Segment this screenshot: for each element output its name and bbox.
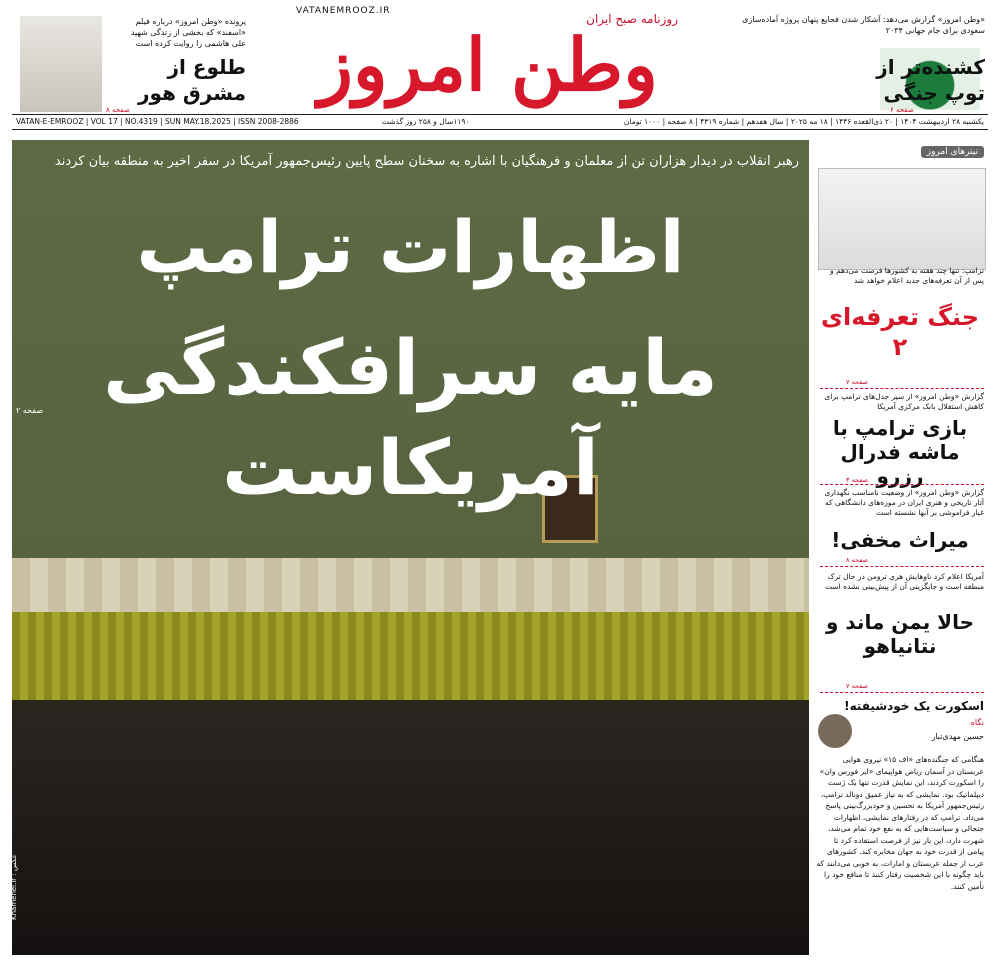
right-promo-text: «وطن امروز» گزارش می‌دهد: آشکار شدن فجایع پنهان پروژه آماده‌سازی سعودی برای جام جهانی ۲۰۳۴ (742, 15, 985, 35)
story1-page: صفحه ۷ (846, 378, 869, 386)
right-promo-headline[interactable]: کشنده‌تر از توپ جنگی (876, 55, 985, 105)
dateline-persian: یکشنبه ۲۸ اردیبهشت ۱۴۰۴ | ۲۰ ذی‌القعده ۱۴۴۶ | ۱۸ مه ۲۰۲۵ | سال هفدهم | شماره ۴۳۱۹ | ۸ صفحه | ۱۰۰۰ تومان (623, 117, 984, 126)
column-title[interactable]: اسکورت یک خودشیفته! (844, 699, 984, 713)
column-author: حسین مهدی‌تبار (931, 732, 984, 741)
tagline: روزنامه صبح ایران (586, 12, 678, 26)
story3-lead: گزارش «وطن امروز» از وضعیت نامناسب نگهداری آثار تاریخی و هنری ایران در موزه‌های دانشگاهی که غبار فراموشی بر آنها نشسته است (824, 488, 984, 517)
right-promo-page: صفحه ۶ (890, 106, 914, 114)
film-promo-photo (20, 16, 102, 112)
photo-credit: Khamenei.ir : عکس (10, 854, 18, 920)
main-story[interactable] (12, 140, 809, 955)
cartoon-caption: ترامپ: تنها چند هفته به کشورها فرصت می‌دهم و پس از آن تعرفه‌های جدید اعلام خواهد شد (830, 266, 984, 285)
main-headline-line1[interactable]: اظهارات ترامپ (136, 205, 685, 289)
divider (820, 692, 984, 693)
column-body: هنگامی که جنگنده‌های «اف ۱۵» نیروی هوایی عربستان در آسمان ریاض هواپیمای «ایر فورس وان» را اسکورت کردند، این نمایش قدرت تنها یک ژست دیپلماتیک بود. نمایشی که به نیاز عمیق دونالد ترامپ، رئیس‌جمهور آمریکا به تحسین و خودبزرگ‌بینی پاسخ می‌داد. ترامپ که در رفتارهای نمایشی، اظهارات جنجالی و سیاست‌هایی که به نفع خود تمام می‌شد، شهرت دارد، این بار نیز از فرصت استفاده کرد تا پیامی از قدرت خود به جهان مخابره کند. کشورهای عرب از جمله عربستان و امارات، به خوبی می‌دانند که باید چگونه با این شخصیت رفتار کنند تا منافع خود را تأمین کنند. (816, 755, 984, 891)
dateline-middle: ۱۱۹۰سال و ۲۵۸ روز گذشت (382, 117, 470, 126)
story2-page: صفحه ۳ (846, 476, 869, 484)
divider (820, 566, 984, 567)
column-tag: نگاه (970, 718, 984, 727)
main-page-ref: صفحه ۲ (16, 406, 44, 415)
masthead-logo[interactable] (248, 0, 728, 112)
story3-page: صفحه ۸ (846, 556, 869, 564)
masthead-right-promo[interactable] (740, 10, 985, 114)
story2-headline[interactable]: بازی ترامپ با ماشه فدرال رزرو (832, 416, 968, 488)
story2-lead: گزارش «وطن امروز» از سیر جدل‌های ترامپ برای کاهش استقلال بانک مرکزی آمریکا (824, 392, 984, 411)
sidebar (816, 140, 988, 955)
main-subhead: رهبر انقلاب در دیدار هزاران تن از معلمان و فرهنگیان با اشاره به سخنان سطح پایین رئیس‌جمهور آمریکا در سفر اخیر به منطقه بیان کردند (54, 154, 799, 169)
divider (820, 484, 984, 485)
photo-frieze (12, 558, 809, 612)
website-url[interactable]: VATANEMROOZ.IR (296, 6, 391, 16)
left-promo-headline[interactable]: طلوع از مشرق هور (138, 55, 246, 105)
story3-headline[interactable]: میراث مخفی! (831, 528, 969, 552)
tariff-cartoon (818, 168, 986, 270)
section-badge: تیترهای امروز (921, 146, 984, 158)
dateline-english: VATAN-E-EMROOZ | VOL 17 | NO.4319 | SUN MAY.18.2025 | ISSN 2008-2886 (16, 117, 299, 126)
story1-headline[interactable]: جنگ تعرفه‌ای ۲ (820, 303, 979, 361)
masthead-left-promo[interactable] (18, 10, 246, 114)
author-avatar (818, 714, 852, 748)
divider (820, 388, 984, 389)
newspaper-name: وطن امروز (318, 22, 658, 107)
left-promo-page: صفحه ۸ (106, 106, 130, 114)
story4-page: صفحه ۷ (846, 682, 869, 690)
story4-headline[interactable]: حالا یمن ماند و نتانیاهو (825, 610, 974, 658)
main-headline-line2[interactable]: مایه سرافکندگی آمریکاست (103, 323, 718, 512)
left-promo-text: پرونده «وطن امروز» درباره فیلم «اسفند» که بخشی از زندگی شهید علی هاشمی را روایت کرده است (130, 17, 246, 48)
photo-crowd (12, 700, 809, 955)
dateline-bar (12, 114, 988, 130)
story4-lead: آمریکا اعلام کرد ناوهایش هری ترومن در حال ترک منطقه است و جایگزینی آن از پیش‌بینی نشده است (824, 572, 984, 591)
